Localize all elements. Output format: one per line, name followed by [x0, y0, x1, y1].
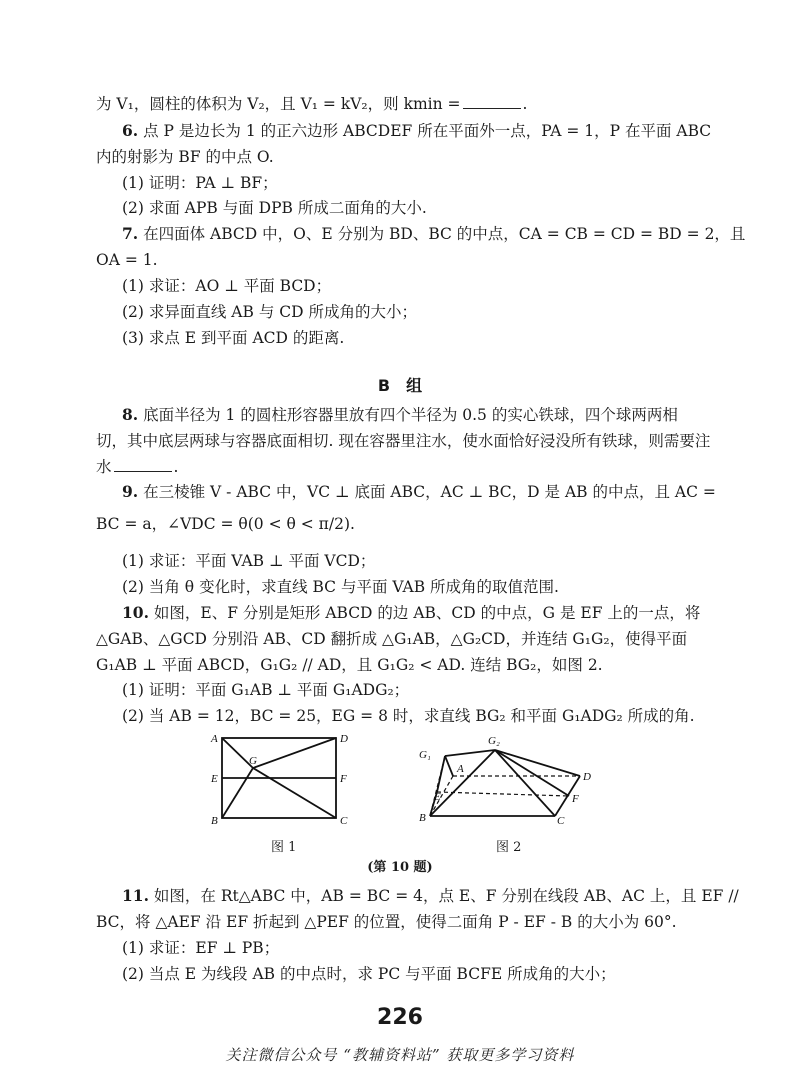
- vertex-label: E: [211, 773, 218, 785]
- subquestion: (1) 求证：AO ⊥ 平面 BCD；: [122, 277, 332, 295]
- subquestion: (2) 求面 APB 与面 DPB 所成二面角的大小.: [122, 199, 427, 217]
- text-line: BC，将 △AEF 沿 EF 折起到 △PEF 的位置，使得二面角 P - EF - B 的大小为 60°.: [96, 913, 677, 931]
- vertex-label: C: [557, 815, 565, 827]
- vertex-label: A: [457, 763, 464, 775]
- figure-1: [205, 728, 355, 832]
- text-line: OA = 1.: [96, 251, 158, 269]
- answer-blank: [463, 93, 521, 109]
- text-line: 为 V₁，圆柱的体积为 V₂，且 V₁ = kV₂，则 kmin = .: [96, 95, 528, 113]
- problem-8-line: 8. 底面半径为 1 的圆柱形容器里放有四个半径为 0.5 的实心铁球，四个球两两相: [122, 405, 678, 424]
- subquestion: (3) 求点 E 到平面 ACD 的距离.: [122, 329, 345, 347]
- answer-blank: [114, 456, 172, 472]
- subquestion: (1) 求证：EF ⊥ PB；: [122, 939, 280, 957]
- vertex-label: C: [340, 815, 348, 827]
- subquestion: (1) 证明：平面 G₁AB ⊥ 平面 G₁ADG₂；: [122, 681, 410, 699]
- vertex-label: G₁: [419, 749, 431, 761]
- figure-note: (第 10 题): [367, 860, 433, 875]
- figure-2: [415, 728, 600, 832]
- problem-10-line: 10. 如图，E、F 分别是矩形 ABCD 的边 AB、CD 的中点，G 是 EF 上的一点，将: [122, 603, 701, 622]
- vertex-label: B: [211, 815, 218, 827]
- vertex-label: D: [340, 733, 348, 745]
- vertex-label: E: [434, 791, 441, 803]
- vertex-label: G: [249, 755, 257, 767]
- vertex-label: G₂: [488, 735, 500, 747]
- problem-9-line: 9. 在三棱锥 V - ABC 中，VC ⊥ 底面 ABC，AC ⊥ BC，D 是 AB 的中点，且 AC =: [122, 482, 716, 501]
- section-heading: B 组: [377, 376, 423, 395]
- text-line: 内的射影为 BF 的中点 O.: [96, 148, 274, 166]
- figure-2-caption: 图 2: [496, 840, 522, 855]
- subquestion: (2) 当角 θ 变化时，求直线 BC 与平面 VAB 所成角的取值范围.: [122, 578, 559, 596]
- problem-7-line: 7. 在四面体 ABCD 中，O、E 分别为 BD、BC 的中点，CA = CB = CD = BD = 2，且: [122, 224, 746, 243]
- vertex-label: B: [419, 812, 426, 824]
- subquestion: (2) 求异面直线 AB 与 CD 所成角的大小；: [122, 303, 417, 321]
- text-line: BC = a，∠VDC = θ(0 < θ < π/2).: [96, 515, 355, 533]
- vertex-label: F: [572, 793, 579, 805]
- subquestion: (2) 当 AB = 12，BC = 25，EG = 8 时，求直线 BG₂ 和平面 G₁ADG₂ 所成的角.: [122, 707, 695, 725]
- text-line: G₁AB ⊥ 平面 ABCD，G₁G₂ // AD，且 G₁G₂ < AD. 连结 BG₂，如图 2.: [96, 656, 603, 674]
- footer-watermark-text: 关注微信公众号 “教辅资料站” 获取更多学习资料: [225, 1046, 575, 1064]
- vertex-label: D: [583, 771, 591, 783]
- text-line: △GAB、△GCD 分别沿 AB、CD 翻折成 △G₁AB，△G₂CD，并连结 G₁G₂，使得平面: [96, 630, 688, 648]
- page-number: 226: [377, 1005, 423, 1030]
- problem-6-line: 6. 点 P 是边长为 1 的正六边形 ABCDEF 所在平面外一点，PA = 1，P 在平面 ABC: [122, 121, 712, 140]
- text-line: 切，其中底层两球与容器底面相切. 现在容器里注水，使水面恰好浸没所有铁球，则需要注: [96, 432, 711, 450]
- subquestion: (2) 当点 E 为线段 AB 的中点时，求 PC 与平面 BCFE 所成角的大小；: [122, 965, 616, 983]
- vertex-label: F: [340, 773, 347, 785]
- subquestion: (1) 求证：平面 VAB ⊥ 平面 VCD；: [122, 552, 376, 570]
- figure-1-caption: 图 1: [271, 840, 297, 855]
- problem-11-line: 11. 如图，在 Rt△ABC 中，AB = BC = 4，点 E、F 分别在线段 AB、AC 上，且 EF //: [122, 886, 739, 905]
- text-line: 水 .: [96, 458, 179, 476]
- vertex-label: A: [211, 733, 218, 745]
- subquestion: (1) 证明：PA ⊥ BF；: [122, 174, 278, 192]
